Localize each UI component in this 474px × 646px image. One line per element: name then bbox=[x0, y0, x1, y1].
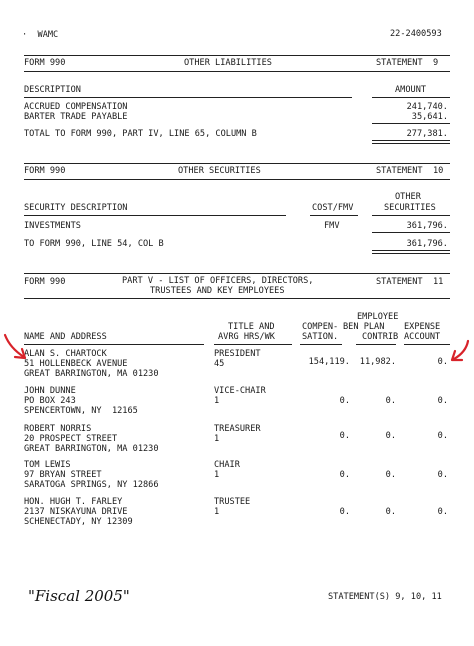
stmt11-col-exp-2: ACCOUNT bbox=[404, 332, 441, 342]
stmt10-top-rule bbox=[24, 163, 450, 164]
person-addr2: GREAT BARRINGTON, MA 01230 bbox=[24, 444, 159, 454]
person-exp: 0. bbox=[437, 507, 448, 517]
stmt9-rule2 bbox=[24, 71, 450, 72]
stmt10-col-cost: COST/FMV bbox=[312, 203, 354, 213]
person-comp: 0. bbox=[339, 507, 350, 517]
person-exp: 0. bbox=[437, 357, 448, 367]
stmt9-col-desc: DESCRIPTION bbox=[24, 85, 81, 95]
stmt10-total-amount: 361,796. bbox=[406, 239, 448, 249]
stmt10-total-rule bbox=[372, 250, 450, 251]
stmt10-form: FORM 990 bbox=[24, 166, 66, 176]
stmt11-label: STATEMENT 11 bbox=[376, 277, 444, 287]
stmt11-col-emp-3: CONTRIB bbox=[362, 332, 399, 342]
stmt11-title-1: PART V - LIST OF OFFICERS, DIRECTORS, bbox=[122, 276, 314, 286]
person-name: JOHN DUNNE bbox=[24, 386, 76, 396]
stmt11-col-emp-1: EMPLOYEE bbox=[357, 312, 399, 322]
stmt10-rule3b bbox=[310, 215, 358, 216]
stmt9-total-rule bbox=[372, 140, 450, 141]
stmt10-rule3 bbox=[24, 215, 286, 216]
person-ben: 0. bbox=[385, 507, 396, 517]
person-addr1: 97 BRYAN STREET bbox=[24, 470, 102, 480]
person-title: PRESIDENT bbox=[214, 349, 261, 359]
stmt11-col-comp-1: COMPEN- bbox=[302, 322, 339, 332]
stmt9-top-rule bbox=[24, 55, 450, 56]
right-red-arrow-icon bbox=[446, 338, 472, 364]
person-addr1: 2137 NISKAYUNA DRIVE bbox=[24, 507, 128, 517]
stmt11-rule2 bbox=[24, 298, 450, 299]
person-title: TRUSTEE bbox=[214, 497, 251, 507]
stmt9-row2-desc: BARTER TRADE PAYABLE bbox=[24, 112, 128, 122]
person-addr1: PO BOX 243 bbox=[24, 396, 76, 406]
person-comp: 154,119. bbox=[308, 357, 350, 367]
stmt9-form: FORM 990 bbox=[24, 58, 66, 68]
person-title: CHAIR bbox=[214, 460, 240, 470]
person-ben: 0. bbox=[385, 470, 396, 480]
person-addr2: SPENCERTOWN, NY 12165 bbox=[24, 406, 138, 416]
stmt11-col-emp-2: BEN PLAN bbox=[343, 322, 385, 332]
person-title: VICE-CHAIR bbox=[214, 386, 266, 396]
stmt11-col-name: NAME AND ADDRESS bbox=[24, 332, 107, 342]
stmt10-subtotal-rule bbox=[372, 232, 450, 233]
stmt10-title: OTHER SECURITIES bbox=[178, 166, 261, 176]
ein: 22-2400593 bbox=[390, 29, 442, 39]
stmt10-total-rule2 bbox=[372, 253, 450, 254]
stmt9-total-amount: 277,381. bbox=[406, 129, 448, 139]
person-name: ALAN S. CHARTOCK bbox=[24, 349, 107, 359]
stmt10-label: STATEMENT 10 bbox=[376, 166, 444, 176]
person-title: TREASURER bbox=[214, 424, 261, 434]
stmt9-col-amount: AMOUNT bbox=[395, 85, 427, 95]
person-ben: 0. bbox=[385, 431, 396, 441]
stmt10-row-amount: 361,796. bbox=[406, 221, 448, 231]
person-name: ROBERT NORRIS bbox=[24, 424, 92, 434]
stmt11-top-rule bbox=[24, 273, 450, 274]
stmt11-rule3a bbox=[24, 344, 204, 345]
person-name: HON. HUGH T. FARLEY bbox=[24, 497, 123, 507]
stmt10-row-desc: INVESTMENTS bbox=[24, 221, 81, 231]
stmt10-rule3c bbox=[372, 215, 450, 216]
stmt11-col-comp-2: SATION. bbox=[302, 332, 339, 342]
stmt10-col-other-2: SECURITIES bbox=[384, 203, 436, 213]
person-hours: 1 bbox=[214, 507, 220, 517]
person-addr2: SARATOGA SPRINGS, NY 12866 bbox=[24, 480, 159, 490]
person-addr2: SCHENECTADY, NY 12309 bbox=[24, 517, 133, 527]
person-comp: 0. bbox=[339, 470, 350, 480]
org-name: · WAMC bbox=[22, 30, 59, 40]
handwritten-note: "Fiscal 2005" bbox=[28, 587, 130, 605]
person-exp: 0. bbox=[437, 431, 448, 441]
stmt11-col-title-1: TITLE AND bbox=[228, 322, 275, 332]
stmt10-rule2 bbox=[24, 179, 450, 180]
stmt9-rule3 bbox=[24, 97, 352, 98]
person-exp: 0. bbox=[437, 470, 448, 480]
stmt9-label: STATEMENT 9 bbox=[376, 58, 439, 68]
stmt10-row-cost: FMV bbox=[324, 221, 340, 231]
person-hours: 45 bbox=[214, 359, 225, 369]
person-comp: 0. bbox=[339, 431, 350, 441]
person-ben: 11,982. bbox=[359, 357, 396, 367]
stmt9-row2-amount: 35,641. bbox=[411, 112, 448, 122]
stmt9-total-rule2 bbox=[372, 143, 450, 144]
person-hours: 1 bbox=[214, 396, 220, 406]
stmt9-total-label: TOTAL TO FORM 990, PART IV, LINE 65, COLUMN B bbox=[24, 129, 257, 139]
stmt11-col-title-2: AVRG HRS/WK bbox=[218, 332, 275, 342]
person-addr1: 51 HOLLENBECK AVENUE bbox=[24, 359, 128, 369]
stmt11-rule3d bbox=[356, 344, 396, 345]
person-ben: 0. bbox=[385, 396, 396, 406]
stmt11-form: FORM 990 bbox=[24, 277, 66, 287]
stmt10-col-other-1: OTHER bbox=[395, 192, 421, 202]
person-hours: 1 bbox=[214, 470, 220, 480]
stmt9-row1-desc: ACCRUED COMPENSATION bbox=[24, 102, 128, 112]
stmt9-rule3b bbox=[372, 97, 450, 98]
stmt11-rule3e bbox=[404, 344, 450, 345]
stmt11-rule3b bbox=[214, 344, 292, 345]
person-exp: 0. bbox=[437, 396, 448, 406]
person-addr1: 20 PROSPECT STREET bbox=[24, 434, 118, 444]
stmt11-rule3c bbox=[300, 344, 342, 345]
person-addr2: GREAT BARRINGTON, MA 01230 bbox=[24, 369, 159, 379]
person-name: TOM LEWIS bbox=[24, 460, 71, 470]
stmt11-title-2: TRUSTEES AND KEY EMPLOYEES bbox=[150, 286, 285, 296]
stmt9-row1-amount: 241,740. bbox=[406, 102, 448, 112]
stmt9-subtotal-rule bbox=[372, 123, 450, 124]
stmt10-col-desc: SECURITY DESCRIPTION bbox=[24, 203, 128, 213]
stmt10-total-label: TO FORM 990, LINE 54, COL B bbox=[24, 239, 164, 249]
left-red-arrow-icon bbox=[2, 332, 30, 362]
stmt11-col-exp-1: EXPENSE bbox=[404, 322, 441, 332]
footer-statements: STATEMENT(S) 9, 10, 11 bbox=[328, 592, 442, 602]
person-hours: 1 bbox=[214, 434, 220, 444]
stmt9-title: OTHER LIABILITIES bbox=[184, 58, 272, 68]
person-comp: 0. bbox=[339, 396, 350, 406]
